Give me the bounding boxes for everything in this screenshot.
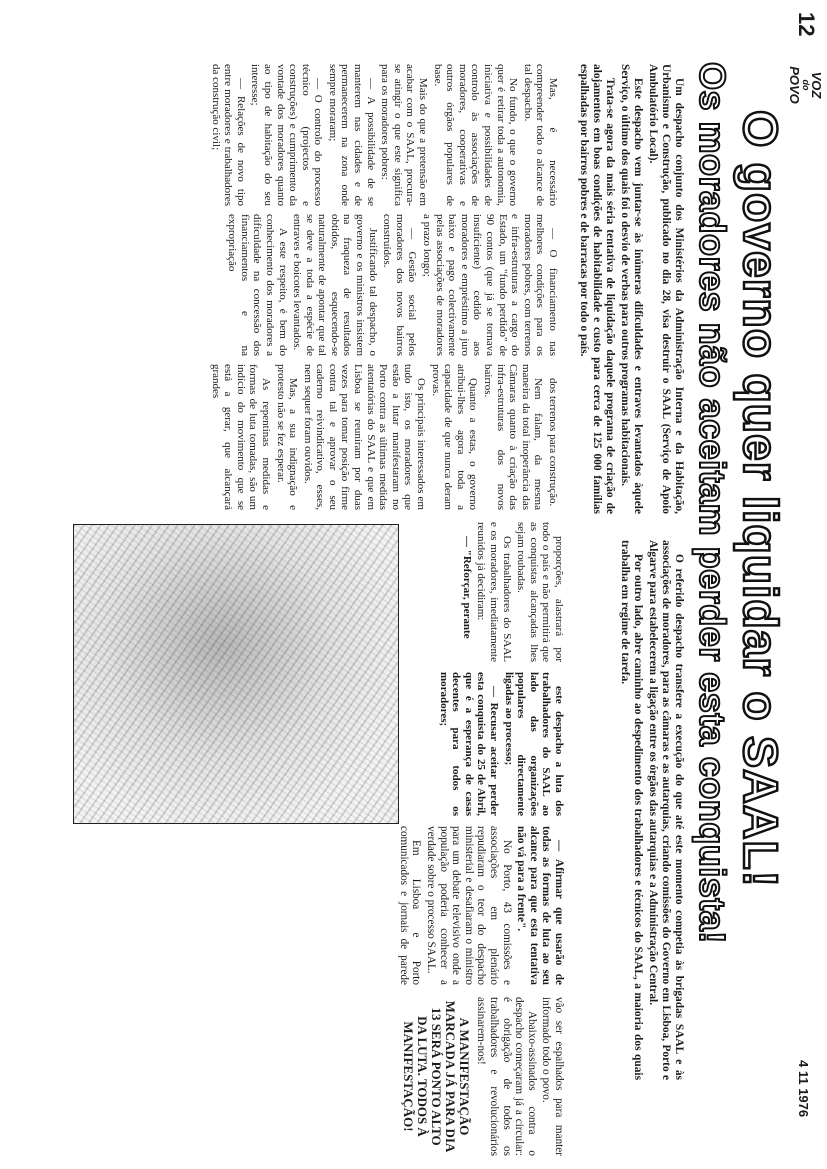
headline: O governo quer liquidar o SAAL!	[733, 110, 786, 888]
issue-date: 4 11 1976	[796, 1060, 811, 1118]
paragraph: Mas, a sua indignação e protesto não se fez esperar.	[274, 364, 300, 510]
paragraph: Mas, é necessário compreender todo o alcance de tal despacho.	[521, 64, 559, 206]
intro-paragraph: Este despacho vem juntar-se às inúmeras dificuldades e entraves levantados àquele Serviço, o último dos quais foi o desvio de verbas para outros programas habitacionais.	[619, 64, 644, 514]
intro-paragraph: Um despacho conjunto dos Ministérios da Administração Interna e da Habitação, Urbanismo e Construção, publicado no dia 28, visa destruir o SAAL (Serviço de Apoio Ambulatório Local).	[647, 64, 685, 514]
intro-paragraph: Por outro lado, abre caminho ao despedimento dos trabalhadores e técnicos do SAAL, a maioria dos quais trabalha em regime de tarefa.	[619, 540, 644, 1080]
article-column-1	[207, 64, 559, 206]
paragraph: — A possibilidade de se manterem nas cidades e de permanecerem na zona onde sempre moraram;	[326, 64, 377, 206]
intro-text	[575, 64, 685, 514]
masthead-line1: VOZ	[809, 71, 824, 99]
paragraph: — Recusar aceitar perder esta conquista do 25 de Abril, que é a esperança de casas decentes para todos os moradores;	[437, 672, 501, 816]
article-column-2	[224, 214, 559, 356]
paragraph: Em Lisboa e Porto comunicados e jornais de parede vão ser espalhados para manter informado todo o povo.	[397, 826, 565, 1156]
article-column-4	[458, 522, 565, 662]
article-photo	[73, 524, 399, 824]
intro-paragraph: O referido despacho transfere a execução do que até este momento competia às brigadas SAAL e às associações de moradores, para as câmaras e as autarquias, criando comissões do Governo em Lisboa, Porto e Algarve para estabelecerem a ligação entre os órgãos das autarquias e a Administração Central.	[647, 540, 685, 1080]
paragraph: Nem falam, da mesma maneira da total inoperância das Câmaras quanto à criação das infra-estruturas dos novos bairros.	[482, 364, 545, 510]
article-column-6	[397, 826, 565, 1156]
paragraph: A este respeito, é bem do conhecimento dos moradores a dificuldade na concessão dos financiamentos e na expropriação	[226, 214, 289, 356]
article-column-3	[207, 364, 559, 510]
masthead-line2: do	[801, 79, 811, 91]
paragraph: este despacho a luta dos trabalhadores do SAAL ao lado das organizações populares directamente ligadas ao processo;	[502, 672, 565, 816]
paragraph: dos terrenos para construção.	[547, 378, 559, 507]
paragraph: — Gestão social pelos moradores dos novos bairros construídos.	[381, 214, 419, 356]
intro-paragraph: Trata-se agora da mais séria tentativa de liquidação daquele programa de criação de alojamentos em boas condições de habitabilidade e custo para cerca de 125 000 famílias espalhadas por bairros pobres e de barracas por todo o país.	[578, 64, 616, 514]
paragraph: No fundo, o que o governo quer é retirar toda a autonomia, iniciativa e possibilidades de controlo às associações de moradores, cooperativas e outros órgãos populares de base.	[431, 64, 520, 206]
page-number: 12	[794, 12, 819, 37]
paragraph: — Afirmar que usarão de todas as formas de luta ao seu alcance para que esta tentativa não vá para a frente".	[515, 826, 565, 985]
subheadline: Os moradores não aceitam perder esta conquista!	[692, 62, 733, 944]
paragraph: Quanto a estas, o governo atribui-lhes agora toda a capacidade de que nunca deram provas.	[429, 364, 480, 510]
intro-text-right	[616, 540, 685, 1080]
paragraph: proporções, alastrará por todo o país e não permitirá que as conquistas alcançadas lhes sejam roubadas.	[515, 522, 565, 662]
paragraph: Os trabalhadores do SAAL e os moradores, imediatamente reunidos já decidiram:	[475, 522, 513, 662]
paragraph: Os principais interessados em tudo isto, os moradores que estão a lutar manifestaram no Porto contra as últimas medidas atentatórias do SAAL e que em Lisboa se reuniram por duas vezes para tomar posição firme contra tal e aprovar o seu caderno reivindicativo, esses, nem sequer foram ouvidos.	[301, 364, 428, 510]
paragraph: As repentinas medidas e formas de luta tomadas, são um indício do movimento que se está a gerar, que alcançará grandes	[209, 364, 272, 510]
paragraph: — "Reforçar, perante	[460, 536, 473, 639]
paragraph: Justificando tal despacho, o governo e os ministros insistem na fraqueza de resultados obtidos, esquecendo-se naturalmente de apontar que tal se deve a toda a espécie de entraves e boicotes levantados.	[291, 214, 379, 356]
paragraph: — O controlo do processo técnico (projectos e construções) e cumprimento da vontade dos moradores quanto ao tipo de habitação do seu interesse;	[249, 64, 325, 206]
paragraph: — O financiamento nas melhores condições para os moradores pobres, com terrenos e infra-estruturas a cargo do Estado, um "fundo perdido" de 90 contos (que já se tornava insuficiente) cedido aos moradores e empréstimo a juro baixo e pago colectivamente pelas associações de moradores a prazo longo;	[421, 214, 559, 356]
article-column-5	[435, 672, 565, 816]
paragraph: Mais do que a pretensão em acabar com o SAAL, procura-se atingir o que este significa para os moradores pobres:	[379, 64, 430, 206]
masthead-line3: POVO	[787, 66, 802, 104]
paragraph: No Porto, 43 comissões e associações em plenário repudiaram o teor do despacho ministerial e desafiaram o ministro para um debate televisivo onde a população poderia conhecer a verdade sobre o processo SAAL.	[425, 826, 513, 985]
paragraph: — Relações de novo tipo entre moradores e trabalhadores da construção civil;	[209, 64, 247, 206]
rally-notice: A MANIFESTAÇÃO MARCADA JÁ PARA DIA 13 SERÁ PONTO ALTO DA LUTA. TODOS À MANIFESTAÇÃO!	[400, 1000, 472, 1153]
paragraph: Abaixo-assinados contra o despacho começaram já a circular: é obrigação de todos os trabalhadores e revolucionários assinarem-nos!	[475, 997, 538, 1156]
masthead-logo	[788, 64, 823, 106]
